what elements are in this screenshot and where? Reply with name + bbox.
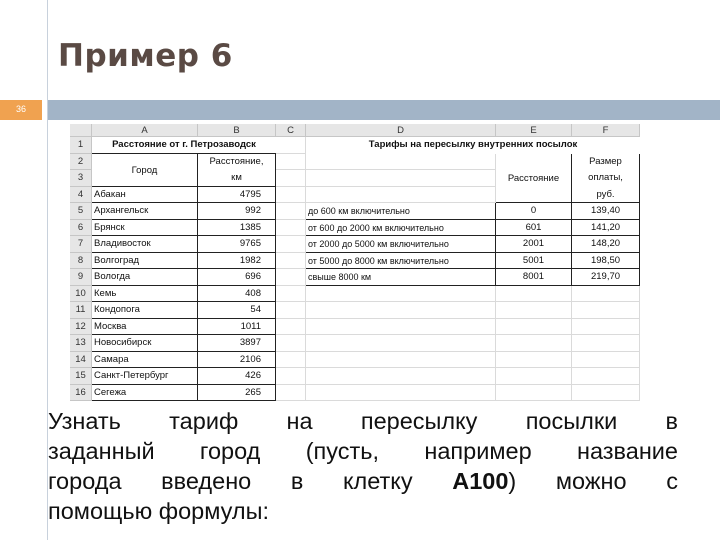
pay-header-line1: Размер	[572, 154, 640, 171]
tariff-price-cell: 141,20	[572, 220, 640, 237]
tariff-price-cell: 139,40	[572, 203, 640, 220]
grid-cell	[572, 286, 640, 303]
grid-cell	[276, 236, 306, 253]
grid-cell	[572, 302, 640, 319]
grid-cell	[306, 170, 496, 187]
tariff-range-cell: от 2000 до 5000 км включительно	[306, 236, 496, 253]
distance-header-line1: Расстояние,	[198, 154, 276, 171]
grid-cell	[572, 319, 640, 336]
row-header: 2	[70, 154, 92, 171]
body-line-4: помощью формулы:	[48, 498, 270, 524]
spreadsheet	[70, 124, 640, 404]
distance-cell: 9765	[198, 236, 276, 253]
city-cell: Новосибирск	[92, 335, 198, 352]
row-header: 1	[70, 137, 92, 154]
city-cell: Самара	[92, 352, 198, 369]
grid-cell	[306, 286, 496, 303]
body-line-2: заданный город (пусть, например название	[48, 438, 678, 464]
pay-header-line3: руб.	[572, 187, 640, 204]
distance-cell: 992	[198, 203, 276, 220]
city-header: Город	[92, 154, 198, 187]
grid-cell	[306, 335, 496, 352]
grid-cell	[496, 286, 572, 303]
grid-cell	[306, 154, 496, 171]
distance-cell: 696	[198, 269, 276, 286]
cell-reference: A100	[452, 468, 509, 494]
city-cell: Москва	[92, 319, 198, 336]
grid-cell	[572, 352, 640, 369]
grid-cell	[496, 352, 572, 369]
distance-cell: 3897	[198, 335, 276, 352]
grid-cell	[276, 253, 306, 270]
city-cell: Архангельск	[92, 203, 198, 220]
row-header: 6	[70, 220, 92, 237]
tariff-price-cell: 198,50	[572, 253, 640, 270]
row-header: 10	[70, 286, 92, 303]
grid-cell	[276, 319, 306, 336]
row-header: 9	[70, 269, 92, 286]
grid-cell	[496, 302, 572, 319]
slide-number-bar	[0, 100, 42, 120]
tariff-range-cell: от 600 до 2000 км включительно	[306, 220, 496, 237]
corner-cell	[70, 124, 92, 137]
row-header: 15	[70, 368, 92, 385]
grid-cell	[276, 368, 306, 385]
row-header: 7	[70, 236, 92, 253]
distance-cell: 1011	[198, 319, 276, 336]
tariff-from-cell: 5001	[496, 253, 572, 270]
city-cell: Сегежа	[92, 385, 198, 402]
grid-cell	[276, 203, 306, 220]
tariff-from-cell: 8001	[496, 269, 572, 286]
city-cell: Кондопога	[92, 302, 198, 319]
grid-cell	[306, 302, 496, 319]
distance-cell: 1385	[198, 220, 276, 237]
tariff-price-cell: 148,20	[572, 236, 640, 253]
tariff-from-cell: 2001	[496, 236, 572, 253]
body-line-3	[48, 466, 678, 496]
tariff-price-cell: 219,70	[572, 269, 640, 286]
grid-cell	[496, 368, 572, 385]
city-cell: Абакан	[92, 187, 198, 204]
grid-cell	[276, 170, 306, 187]
distance-header-line2: км	[198, 170, 276, 187]
grid-cell	[572, 385, 640, 402]
tariff-distance-header: Расстояние	[496, 154, 572, 204]
grid-cell	[572, 368, 640, 385]
row-header: 8	[70, 253, 92, 270]
grid-cell	[276, 220, 306, 237]
city-cell: Санкт-Петербург	[92, 368, 198, 385]
row-header: 14	[70, 352, 92, 369]
row-header: 13	[70, 335, 92, 352]
grid-cell	[306, 319, 496, 336]
city-cell: Брянск	[92, 220, 198, 237]
row-header: 11	[70, 302, 92, 319]
distance-cell: 4795	[198, 187, 276, 204]
tariff-from-cell: 601	[496, 220, 572, 237]
grid-cell	[306, 385, 496, 402]
column-header: B	[198, 124, 276, 137]
row-header: 5	[70, 203, 92, 220]
column-header: A	[92, 124, 198, 137]
row-header: 4	[70, 187, 92, 204]
grid-cell	[306, 187, 496, 204]
grid-cell	[276, 137, 306, 154]
grid-cell	[276, 286, 306, 303]
slide-number: 36	[15, 104, 26, 114]
header-bar	[48, 100, 720, 120]
grid-cell	[306, 352, 496, 369]
grid-cell	[276, 385, 306, 402]
body-line-3-end: ) можно с	[508, 468, 678, 494]
slide-title: Пример 6	[58, 38, 233, 74]
body-line-1: Узнать тариф на пересылку посылки в	[48, 408, 678, 434]
grid-cell	[276, 154, 306, 171]
grid-cell	[306, 368, 496, 385]
grid-cell	[276, 352, 306, 369]
column-header: C	[276, 124, 306, 137]
tariff-range-cell: до 600 км включительно	[306, 203, 496, 220]
row-header: 12	[70, 319, 92, 336]
distance-cell: 426	[198, 368, 276, 385]
grid-cell	[496, 335, 572, 352]
grid-cell	[276, 187, 306, 204]
grid-cell	[276, 335, 306, 352]
grid-cell	[496, 319, 572, 336]
column-header: F	[572, 124, 640, 137]
city-cell: Кемь	[92, 286, 198, 303]
pay-header-line2: оплаты,	[572, 170, 640, 187]
distance-cell: 1982	[198, 253, 276, 270]
column-header: D	[306, 124, 496, 137]
body-line-3-start: города введено в клетку	[48, 468, 453, 494]
city-cell: Вологда	[92, 269, 198, 286]
grid-cell	[496, 385, 572, 402]
distance-cell: 265	[198, 385, 276, 402]
right-table-title: Тарифы на пересылку внутренних посылок	[306, 137, 640, 154]
row-header: 16	[70, 385, 92, 402]
grid-cell	[276, 269, 306, 286]
column-header: E	[496, 124, 572, 137]
tariff-from-cell: 0	[496, 203, 572, 220]
body-text	[48, 406, 678, 526]
distance-cell: 54	[198, 302, 276, 319]
grid-cell	[276, 302, 306, 319]
tariff-range-cell: от 5000 до 8000 км включительно	[306, 253, 496, 270]
left-table-title: Расстояние от г. Петрозаводск	[92, 137, 276, 154]
city-cell: Владивосток	[92, 236, 198, 253]
distance-cell: 408	[198, 286, 276, 303]
grid-cell	[572, 335, 640, 352]
city-cell: Волгоград	[92, 253, 198, 270]
tariff-range-cell: свыше 8000 км	[306, 269, 496, 286]
distance-cell: 2106	[198, 352, 276, 369]
row-header: 3	[70, 170, 92, 187]
